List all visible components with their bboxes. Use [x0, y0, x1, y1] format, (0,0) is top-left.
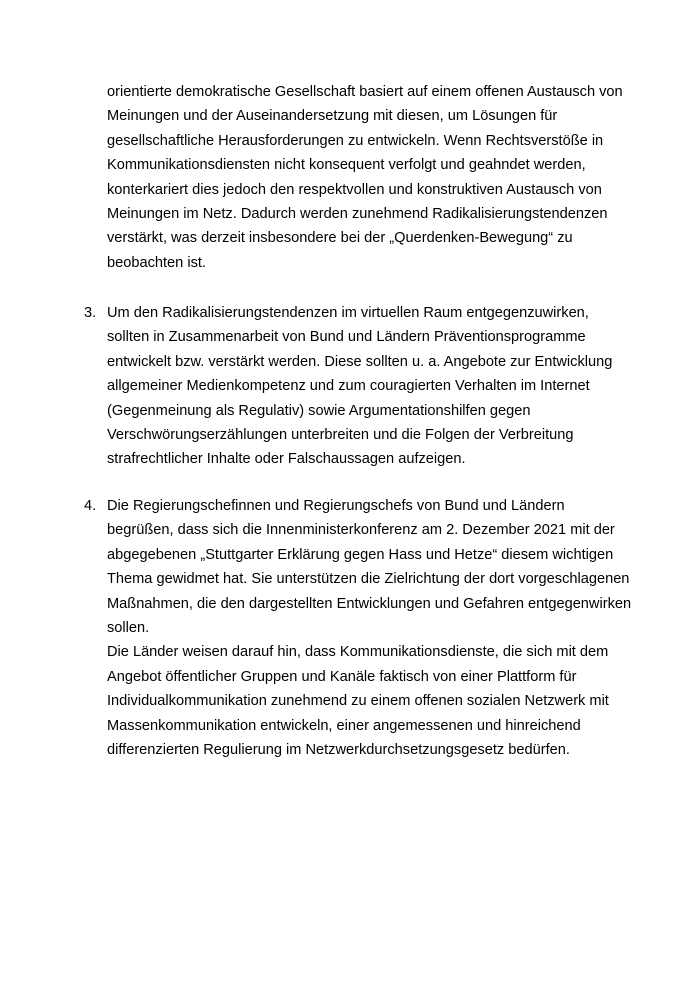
text-line: sollen. [107, 619, 150, 636]
text-line: Individualkommunikation zunehmend zu einem offenen sozialen Netzwerk mit [107, 693, 609, 710]
text-line: (Gegenmeinung als Regulativ) sowie Argumentationshilfen gegen [107, 402, 531, 419]
text-line: differenzierten Regulierung im Netzwerkdurchsetzungsgesetz bedürfen. [107, 741, 570, 758]
text-line: beobachten ist. [107, 254, 206, 271]
text-line: orientierte demokratische Gesellschaft basiert auf einem offenen Austausch von [107, 84, 623, 100]
text-line: Massenkommunikation entwickeln, einer angemessenen und hinreichend [107, 717, 581, 734]
text-line: abgegebenen „Stuttgarter Erklärung gegen Hass und Hetze“ diesem wichtigen [107, 546, 614, 563]
text-line: Um den Radikalisierungstendenzen im virtuellen Raum entgegenzuwirken, [107, 305, 589, 321]
text-line: Verschwörungserzählungen unterbreiten und die Folgen der Verbreitung [107, 426, 574, 443]
list-number-3: 3. [84, 305, 97, 321]
text-line: entwickelt bzw. verstärkt werden. Diese sollten u. a. Angebote zur Entwicklung [107, 353, 613, 370]
text-line: Maßnahmen, die den dargestellten Entwicklungen und Gefahren entgegenwirken [107, 595, 632, 612]
text-line: Thema gewidmet hat. Sie unterstützen die Zielrichtung der dort vorgeschlagenen [107, 571, 630, 588]
text-line: allgemeiner Medienkompetenz und zum couragierten Verhalten im Internet [107, 378, 590, 395]
text-line: Die Länder weisen darauf hin, dass Kommunikationsdienste, die sich mit dem [107, 644, 609, 661]
text-line: Meinungen und der Auseinandersetzung mit diesen, um Lösungen für [107, 108, 558, 125]
text-line: Kommunikationsdiensten nicht konsequent verfolgt und geahndet werden, [107, 157, 586, 174]
text-line: sollten in Zusammenarbeit von Bund und Ländern Präventionsprogramme [107, 329, 586, 346]
text-line: konterkariert dies jedoch den respektvollen und konstruktiven Austausch von [107, 181, 602, 198]
text-line: Die Regierungschefinnen und Regierungschefs von Bund und Ländern [107, 498, 565, 514]
text-line: begrüßen, dass sich die Innenministerkonferenz am 2. Dezember 2021 mit der [107, 522, 615, 539]
list-number-4: 4. [84, 498, 97, 514]
text-line: Meinungen im Netz. Dadurch werden zunehmend Radikalisierungstendenzen [107, 205, 608, 222]
text-line: gesellschaftliche Herausforderungen zu entwickeln. Wenn Rechtsverstöße in [107, 132, 604, 149]
text-line: strafrechtlicher Inhalte oder Falschaussagen aufzeigen. [107, 451, 466, 468]
paragraph-continuation [107, 80, 623, 275]
list-item-3 [107, 301, 612, 472]
text-line: verstärkt, was derzeit insbesondere bei der „Querdenken-Bewegung“ zu [107, 230, 573, 247]
list-item-4 [107, 494, 631, 762]
text-line: Angebot öffentlicher Gruppen und Kanäle faktisch von einer Plattform für [107, 668, 577, 685]
